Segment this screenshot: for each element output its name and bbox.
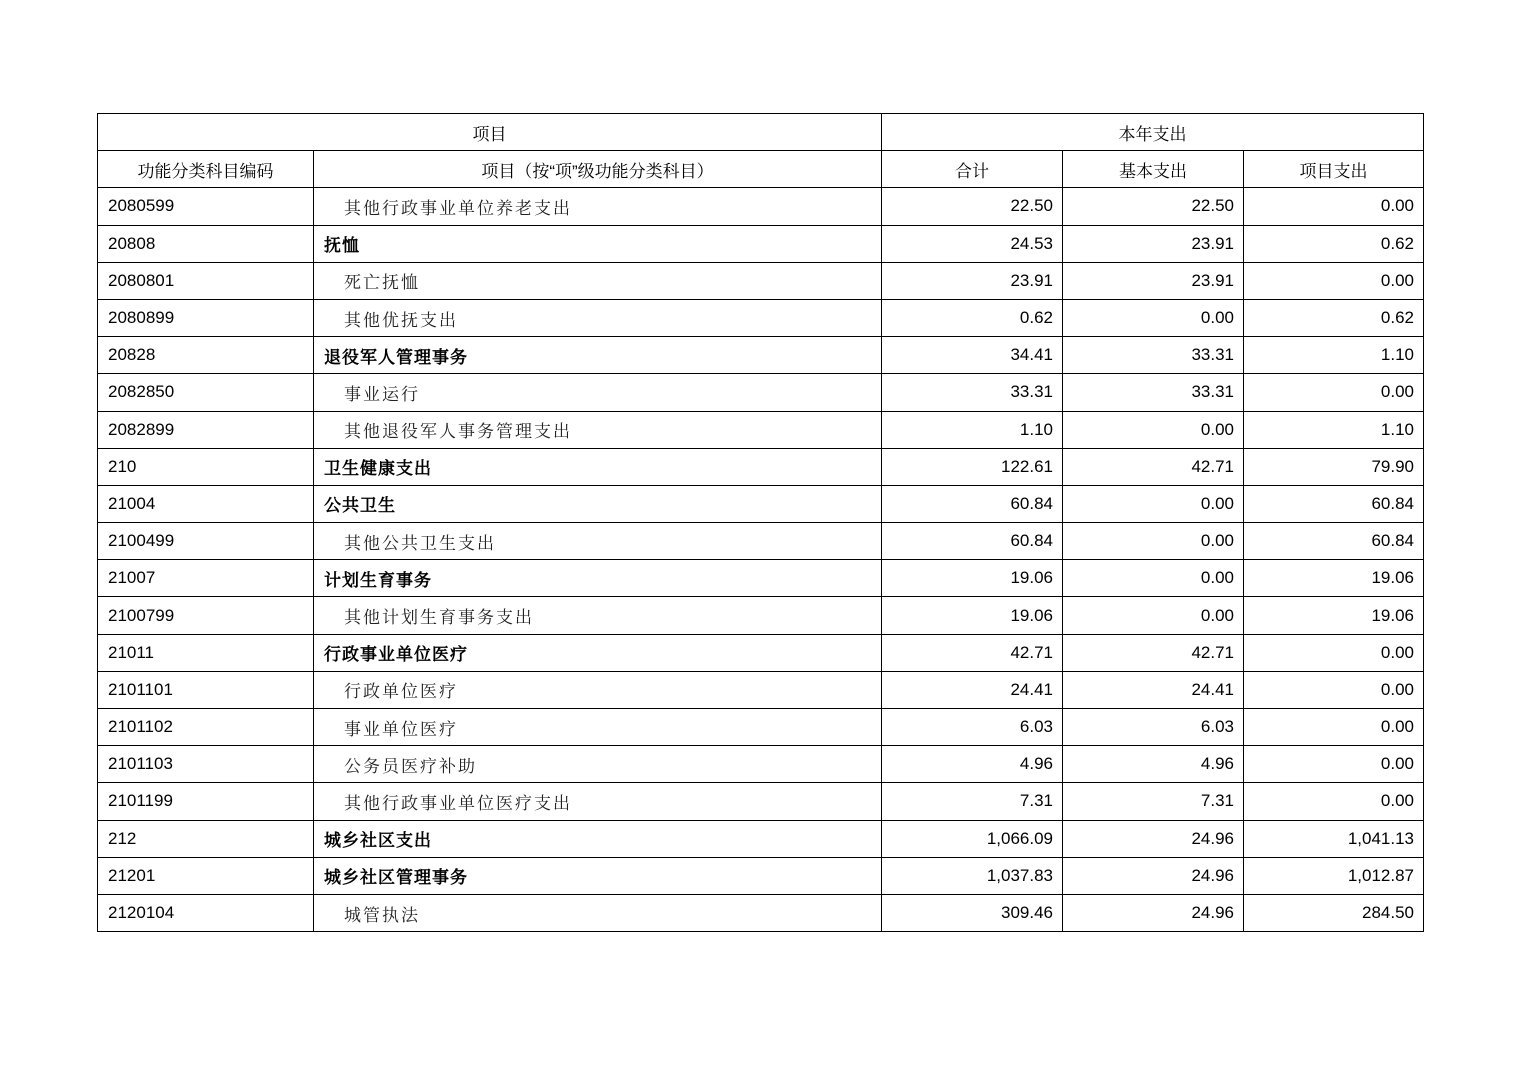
- cell-total: 34.41: [882, 337, 1063, 374]
- cell-project: 19.06: [1244, 597, 1424, 634]
- table-row: [98, 671, 1424, 708]
- cell-basic: 0.00: [1063, 560, 1244, 597]
- cell-name: 城管执法: [314, 894, 882, 931]
- header-row-columns: [98, 151, 1424, 188]
- cell-project: 1.10: [1244, 337, 1424, 374]
- table-row: [98, 374, 1424, 411]
- cell-code: 2080599: [98, 188, 314, 225]
- cell-total: 60.84: [882, 523, 1063, 560]
- cell-code: 2082899: [98, 411, 314, 448]
- cell-name: 退役军人管理事务: [314, 337, 882, 374]
- cell-name: 城乡社区支出: [314, 820, 882, 857]
- cell-basic: 42.71: [1063, 634, 1244, 671]
- cell-name: 事业运行: [314, 374, 882, 411]
- cell-basic: 22.50: [1063, 188, 1244, 225]
- cell-code: 2082850: [98, 374, 314, 411]
- cell-code: 21004: [98, 485, 314, 522]
- table-row: [98, 523, 1424, 560]
- table-row: [98, 746, 1424, 783]
- cell-name: 其他行政事业单位养老支出: [314, 188, 882, 225]
- cell-code: 2120104: [98, 894, 314, 931]
- cell-name: 其他计划生育事务支出: [314, 597, 882, 634]
- cell-project: 60.84: [1244, 485, 1424, 522]
- cell-basic: 33.31: [1063, 337, 1244, 374]
- header-code: 功能分类科目编码: [98, 151, 314, 188]
- cell-name: 卫生健康支出: [314, 448, 882, 485]
- cell-basic: 24.96: [1063, 894, 1244, 931]
- table-row: [98, 262, 1424, 299]
- cell-basic: 24.41: [1063, 671, 1244, 708]
- cell-basic: 0.00: [1063, 597, 1244, 634]
- cell-basic: 4.96: [1063, 746, 1244, 783]
- table-row: [98, 857, 1424, 894]
- cell-name: 其他行政事业单位医疗支出: [314, 783, 882, 820]
- cell-project: 0.62: [1244, 299, 1424, 336]
- cell-total: 0.62: [882, 299, 1063, 336]
- cell-project: 0.00: [1244, 783, 1424, 820]
- cell-basic: 7.31: [1063, 783, 1244, 820]
- cell-total: 1.10: [882, 411, 1063, 448]
- cell-code: 212: [98, 820, 314, 857]
- table-row: [98, 820, 1424, 857]
- cell-total: 23.91: [882, 262, 1063, 299]
- cell-project: 1,041.13: [1244, 820, 1424, 857]
- table-row: [98, 560, 1424, 597]
- cell-name: 公共卫生: [314, 485, 882, 522]
- table-row: [98, 225, 1424, 262]
- table-row: [98, 894, 1424, 931]
- cell-code: 2080899: [98, 299, 314, 336]
- cell-project: 0.62: [1244, 225, 1424, 262]
- header-name: 项目（按“项”级功能分类科目）: [314, 151, 882, 188]
- cell-code: 2080801: [98, 262, 314, 299]
- cell-total: 24.53: [882, 225, 1063, 262]
- cell-basic: 0.00: [1063, 485, 1244, 522]
- cell-name: 其他退役军人事务管理支出: [314, 411, 882, 448]
- cell-name: 事业单位医疗: [314, 709, 882, 746]
- cell-name: 行政单位医疗: [314, 671, 882, 708]
- cell-total: 7.31: [882, 783, 1063, 820]
- table-row: [98, 709, 1424, 746]
- cell-code: 2101199: [98, 783, 314, 820]
- cell-basic: 0.00: [1063, 523, 1244, 560]
- cell-code: 2101103: [98, 746, 314, 783]
- cell-total: 309.46: [882, 894, 1063, 931]
- cell-name: 其他优抚支出: [314, 299, 882, 336]
- cell-total: 1,037.83: [882, 857, 1063, 894]
- header-basic: 基本支出: [1063, 151, 1244, 188]
- header-item-group: 项目: [98, 114, 882, 151]
- table-row: [98, 783, 1424, 820]
- cell-project: 0.00: [1244, 746, 1424, 783]
- cell-project: 0.00: [1244, 709, 1424, 746]
- table-row: [98, 411, 1424, 448]
- cell-code: 21011: [98, 634, 314, 671]
- table-row: [98, 448, 1424, 485]
- cell-total: 42.71: [882, 634, 1063, 671]
- table-row: [98, 597, 1424, 634]
- table-row: [98, 337, 1424, 374]
- cell-total: 22.50: [882, 188, 1063, 225]
- cell-total: 60.84: [882, 485, 1063, 522]
- cell-project: 0.00: [1244, 188, 1424, 225]
- cell-code: 21007: [98, 560, 314, 597]
- table-row: [98, 299, 1424, 336]
- cell-basic: 42.71: [1063, 448, 1244, 485]
- cell-name: 抚恤: [314, 225, 882, 262]
- cell-project: 60.84: [1244, 523, 1424, 560]
- header-expense-group: 本年支出: [882, 114, 1424, 151]
- cell-total: 122.61: [882, 448, 1063, 485]
- cell-code: 2101102: [98, 709, 314, 746]
- cell-total: 33.31: [882, 374, 1063, 411]
- table-body: [98, 188, 1424, 932]
- header-total: 合计: [882, 151, 1063, 188]
- cell-name: 死亡抚恤: [314, 262, 882, 299]
- cell-basic: 33.31: [1063, 374, 1244, 411]
- cell-code: 21201: [98, 857, 314, 894]
- cell-code: 2100799: [98, 597, 314, 634]
- cell-project: 0.00: [1244, 262, 1424, 299]
- cell-project: 19.06: [1244, 560, 1424, 597]
- cell-project: 0.00: [1244, 634, 1424, 671]
- cell-project: 1,012.87: [1244, 857, 1424, 894]
- cell-total: 6.03: [882, 709, 1063, 746]
- cell-project: 0.00: [1244, 671, 1424, 708]
- cell-total: 24.41: [882, 671, 1063, 708]
- cell-code: 210: [98, 448, 314, 485]
- cell-basic: 24.96: [1063, 857, 1244, 894]
- cell-code: 2101101: [98, 671, 314, 708]
- cell-name: 其他公共卫生支出: [314, 523, 882, 560]
- cell-basic: 0.00: [1063, 299, 1244, 336]
- expenditure-table: [97, 113, 1424, 932]
- cell-code: 20808: [98, 225, 314, 262]
- table-row: [98, 188, 1424, 225]
- cell-name: 城乡社区管理事务: [314, 857, 882, 894]
- header-row-group: [98, 114, 1424, 151]
- cell-basic: 23.91: [1063, 262, 1244, 299]
- cell-basic: 0.00: [1063, 411, 1244, 448]
- cell-project: 79.90: [1244, 448, 1424, 485]
- cell-project: 1.10: [1244, 411, 1424, 448]
- cell-name: 计划生育事务: [314, 560, 882, 597]
- table-row: [98, 634, 1424, 671]
- cell-basic: 6.03: [1063, 709, 1244, 746]
- cell-name: 公务员医疗补助: [314, 746, 882, 783]
- cell-basic: 23.91: [1063, 225, 1244, 262]
- cell-project: 284.50: [1244, 894, 1424, 931]
- cell-project: 0.00: [1244, 374, 1424, 411]
- table-row: [98, 485, 1424, 522]
- header-project: 项目支出: [1244, 151, 1424, 188]
- cell-basic: 24.96: [1063, 820, 1244, 857]
- cell-total: 19.06: [882, 560, 1063, 597]
- cell-total: 1,066.09: [882, 820, 1063, 857]
- cell-code: 20828: [98, 337, 314, 374]
- cell-code: 2100499: [98, 523, 314, 560]
- cell-total: 19.06: [882, 597, 1063, 634]
- cell-total: 4.96: [882, 746, 1063, 783]
- cell-name: 行政事业单位医疗: [314, 634, 882, 671]
